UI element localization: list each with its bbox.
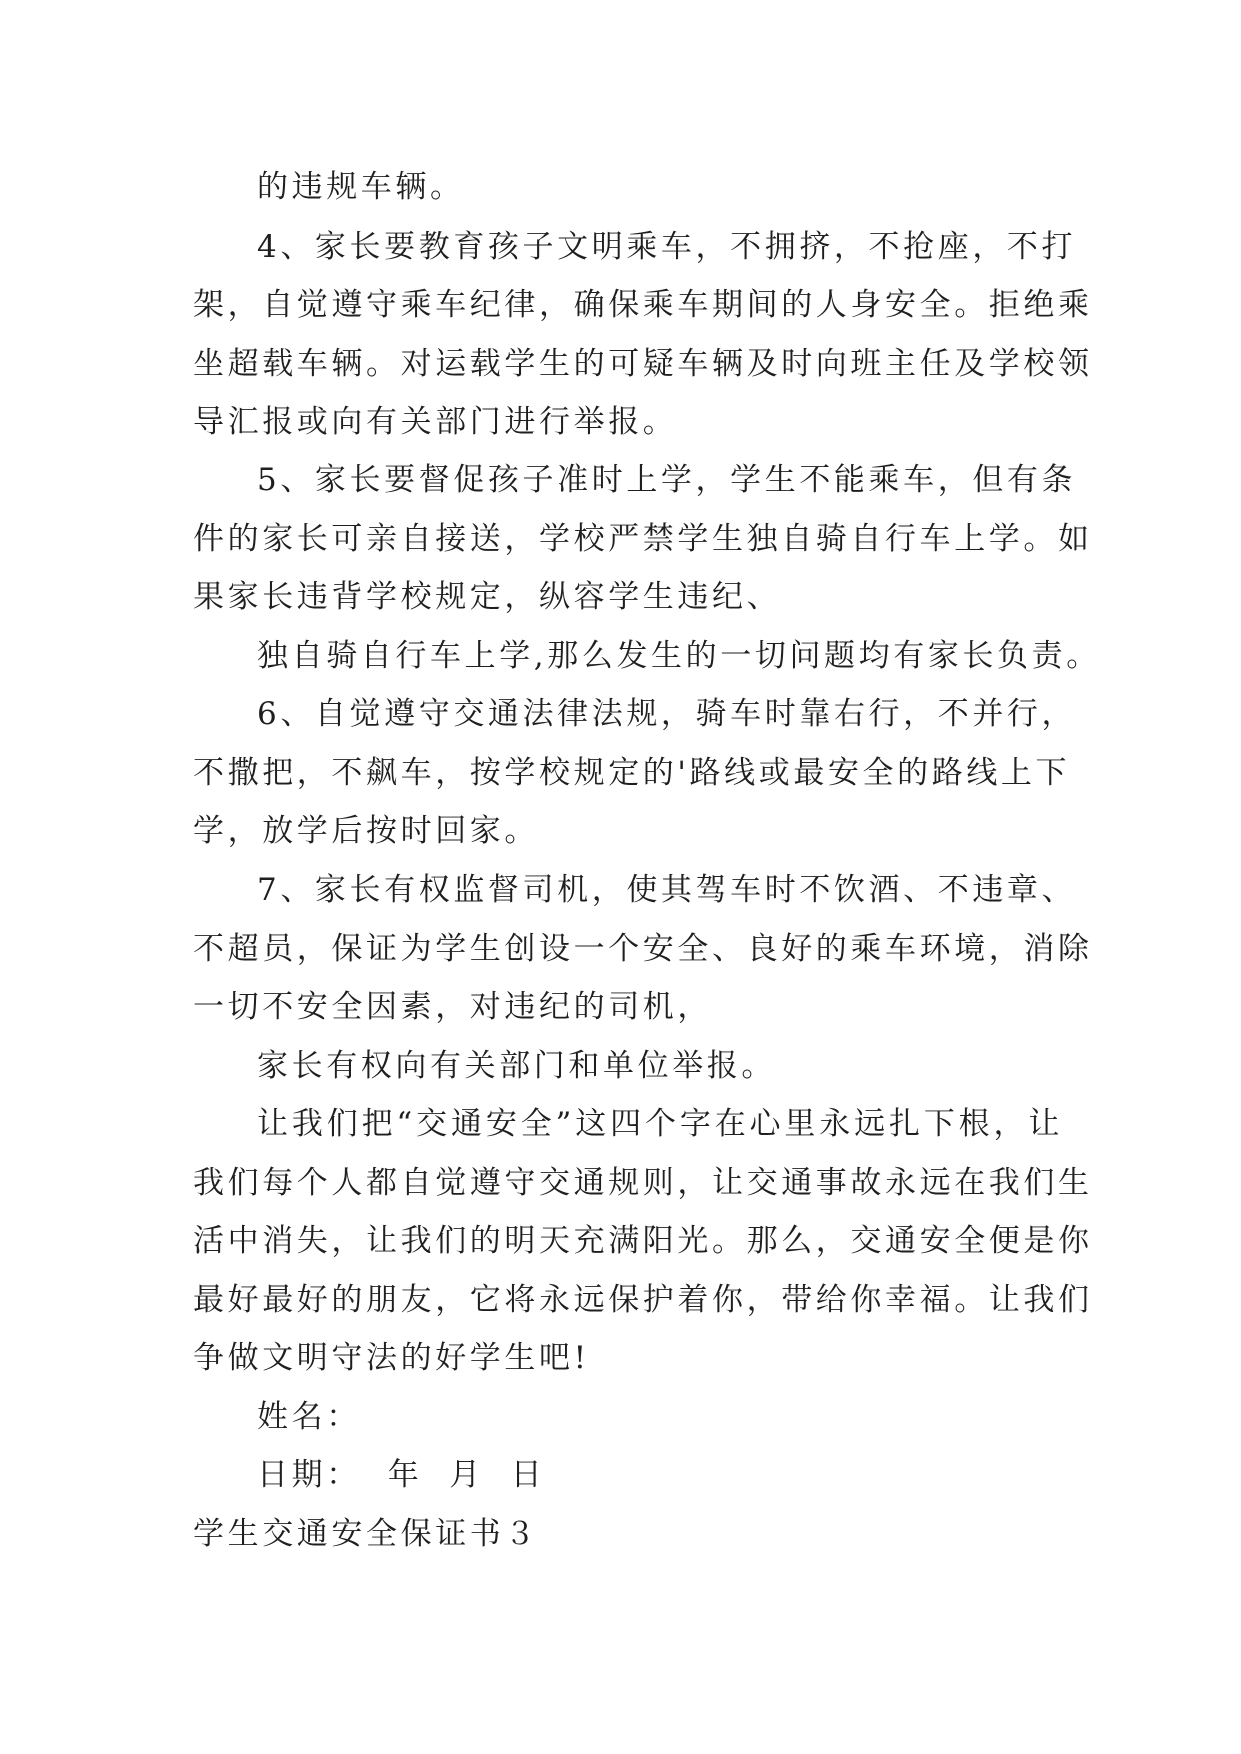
- text-line: 的违规车辆。: [257, 169, 465, 205]
- section-heading: 学生交通安全保证书３: [193, 1516, 539, 1552]
- text-line: 果家长违背学校规定，纵容学生违纪、: [193, 579, 782, 615]
- text-line: 我们每个人都自觉遵守交通规则，让交通事故永远在我们生: [193, 1165, 1093, 1201]
- text-line: 一切不安全因素，对违纪的司机，: [193, 989, 712, 1025]
- text-line: 让我们把“交通安全”这四个字在心里永远扎下根，让: [257, 1106, 1063, 1142]
- text-line: 6、自觉遵守交通法律法规，骑车时靠右行，不并行，: [257, 696, 1077, 732]
- text-line: 家长有权向有关部门和单位举报。: [257, 1048, 776, 1084]
- text-line: 4、家长要教育孩子文明乘车，不拥挤，不抢座，不打: [257, 229, 1077, 265]
- date-field-label: 日期： 年 月 日: [257, 1457, 546, 1493]
- text-line: 架，自觉遵守乘车纪律，确保乘车期间的人身安全。拒绝乘: [193, 287, 1093, 323]
- text-line: 活中消失，让我们的明天充满阳光。那么，交通安全便是你: [193, 1223, 1093, 1259]
- text-line: 争做文明守法的好学生吧!: [193, 1340, 590, 1376]
- text-line: 7、家长有权监督司机，使其驾车时不饮酒、不违章、: [257, 872, 1077, 908]
- text-line: 不撒把，不飙车，按学校规定的'路线或最安全的路线上下: [193, 755, 1071, 791]
- text-line: 最好最好的朋友，它将永远保护着你，带给你幸福。让我们: [193, 1282, 1093, 1318]
- text-line: 件的家长可亲自接送，学校严禁学生独自骑自行车上学。如: [193, 521, 1093, 557]
- text-line: 独自骑自行车上学,那么发生的一切问题均有家长负责。: [257, 638, 1101, 674]
- text-line: 不超员，保证为学生创设一个安全、良好的乘车环境，消除: [193, 931, 1093, 967]
- text-line: 学，放学后按时回家。: [193, 813, 539, 849]
- text-line: 5、家长要督促孩子准时上学，学生不能乘车，但有条: [257, 462, 1077, 498]
- text-line: 导汇报或向有关部门进行举报。: [193, 404, 678, 440]
- text-line: 坐超载车辆。对运载学生的可疑车辆及时向班主任及学校领: [193, 346, 1093, 382]
- name-field-label: 姓名：: [257, 1399, 361, 1435]
